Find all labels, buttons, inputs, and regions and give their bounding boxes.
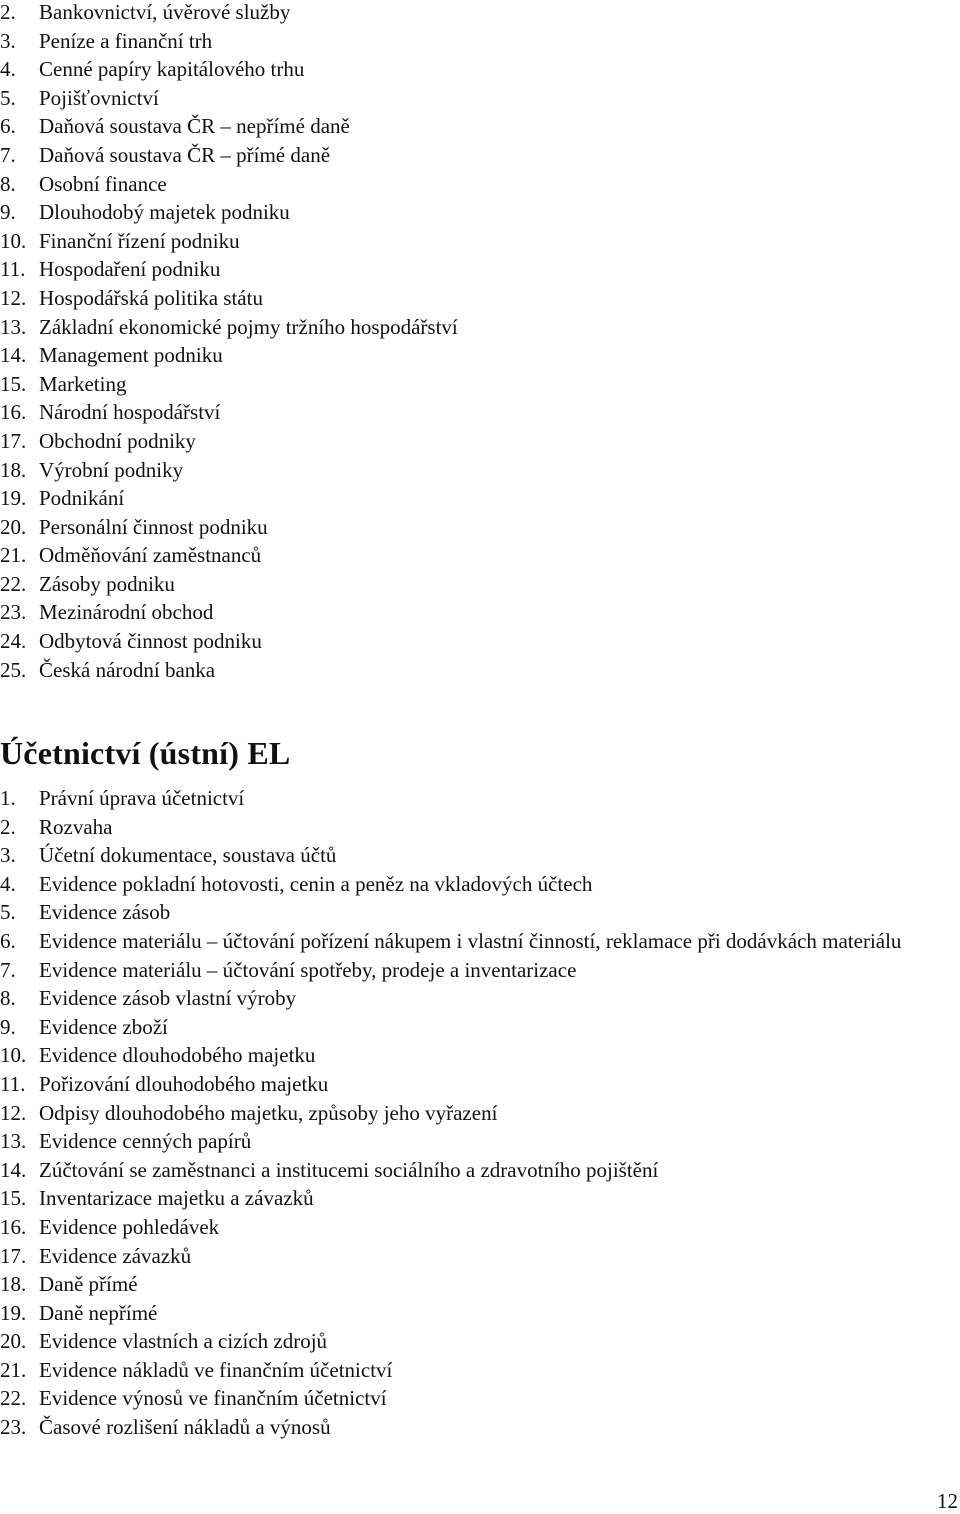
list-item-number: 5.: [0, 85, 16, 110]
list-item: [0, 141, 958, 170]
list-item: [0, 1213, 958, 1242]
list-item-text: Hospodaření podniku: [39, 257, 221, 282]
list-item-number: 3.: [0, 843, 16, 868]
list-item: [0, 170, 958, 199]
list-item-number: 9.: [0, 1014, 16, 1039]
list-item-number: 14.: [0, 1157, 27, 1182]
list-item-text: Evidence dlouhodobého majetku: [39, 1043, 316, 1068]
list-item: [0, 627, 958, 656]
list-item-number: 15.: [0, 1186, 27, 1211]
list-item: [0, 84, 958, 113]
list-item-number: 10.: [0, 1043, 27, 1068]
list-item: [0, 313, 958, 342]
list-item: [0, 984, 958, 1013]
list-item-number: 2.: [0, 0, 16, 24]
list-item: [0, 570, 958, 599]
list-item-text: Odměňování zaměstnanců: [39, 543, 262, 568]
list-item-number: 9.: [0, 200, 16, 225]
list-item-number: 16.: [0, 1214, 27, 1239]
list-item: [0, 656, 958, 685]
list-item-number: 11.: [0, 1071, 26, 1096]
list-item: [0, 112, 958, 141]
list-item: [0, 1156, 958, 1185]
list-item: [0, 1356, 958, 1385]
list-item: [0, 1270, 958, 1299]
list-item-number: 7.: [0, 142, 16, 167]
list-item-text: Časové rozlišení nákladů a výnosů: [39, 1415, 331, 1440]
topic-list-accounting: [0, 784, 958, 1442]
list-item: [0, 1184, 958, 1213]
list-item-text: Odpisy dlouhodobého majetku, způsoby jeho vyřazení: [39, 1100, 498, 1125]
list-item: [0, 784, 958, 813]
list-item-text: Právní úprava účetnictví: [39, 786, 245, 810]
list-item: [0, 227, 958, 256]
list-item-number: 23.: [0, 1415, 27, 1440]
list-item: [0, 1070, 958, 1099]
list-item-number: 4.: [0, 871, 16, 896]
list-item-text: Evidence pohledávek: [39, 1214, 220, 1239]
list-item: [0, 1041, 958, 1070]
list-item-text: Evidence cenných papírů: [39, 1129, 252, 1154]
list-item-number: 18.: [0, 457, 27, 482]
list-item-number: 24.: [0, 629, 27, 654]
list-item-text: Evidence závazků: [39, 1243, 192, 1268]
list-item-number: 10.: [0, 228, 27, 253]
list-item: [0, 370, 958, 399]
list-item-text: Evidence výnosů ve finančním účetnictví: [39, 1386, 387, 1411]
list-item-number: 1.: [0, 786, 16, 810]
list-item-text: Bankovnictví, úvěrové služby: [39, 0, 291, 24]
list-item-number: 21.: [0, 1357, 27, 1382]
list-item: [0, 284, 958, 313]
list-item-number: 18.: [0, 1272, 27, 1297]
list-item-number: 17.: [0, 428, 27, 453]
list-item: [0, 813, 958, 842]
list-item-number: 12.: [0, 1100, 27, 1125]
list-item-text: Obchodní podniky: [39, 428, 196, 453]
page-number: 12: [937, 1489, 958, 1513]
list-item-number: 4.: [0, 57, 16, 82]
list-item-text: Daně nepřímé: [39, 1300, 158, 1325]
list-item-text: Daňová soustava ČR – přímé daně: [39, 142, 331, 167]
list-item-text: Evidence nákladů ve finančním účetnictví: [39, 1357, 393, 1382]
list-item: [0, 870, 958, 899]
list-item-text: Pořizování dlouhodobého majetku: [39, 1071, 329, 1096]
list-item-text: Mezinárodní obchod: [39, 600, 214, 625]
list-item-text: Výrobní podniky: [39, 457, 184, 482]
list-item-text: Marketing: [39, 371, 127, 396]
list-item-text: Účetní dokumentace, soustava účtů: [39, 843, 337, 868]
list-item-text: Cenné papíry kapitálového trhu: [39, 57, 305, 82]
list-item-number: 2.: [0, 814, 16, 839]
list-item-text: Evidence materiálu – účtování pořízení nákupem i vlastní činností, reklamace při dodávkách materiálu: [39, 928, 902, 953]
list-item-text: Peníze a finanční trh: [39, 28, 213, 53]
list-item-text: Management podniku: [39, 343, 223, 368]
list-item-number: 6.: [0, 114, 16, 139]
list-item: [0, 841, 958, 870]
list-item-number: 25.: [0, 657, 27, 682]
list-item: [0, 1242, 958, 1271]
list-item: [0, 0, 958, 27]
list-item-number: 7.: [0, 957, 16, 982]
section-heading-accounting: Účetnictví (ústní) EL: [0, 735, 291, 771]
list-item-number: 12.: [0, 285, 27, 310]
list-item: [0, 1127, 958, 1156]
list-item-text: Evidence materiálu – účtování spotřeby, prodeje a inventarizace: [39, 957, 577, 982]
list-item-text: Rozvaha: [39, 814, 113, 839]
list-item: [0, 898, 958, 927]
list-item-text: Evidence vlastních a cizích zdrojů: [39, 1329, 328, 1354]
list-item-number: 22.: [0, 571, 27, 596]
list-item: [0, 1384, 958, 1413]
list-item: [0, 484, 958, 513]
list-item-text: Evidence zásob vlastní výroby: [39, 986, 297, 1011]
list-item-number: 11.: [0, 257, 26, 282]
list-item-text: Daňová soustava ČR – nepřímé daně: [39, 114, 350, 139]
list-item: [0, 956, 958, 985]
list-item: [0, 927, 958, 956]
list-item-text: Dlouhodobý majetek podniku: [39, 200, 290, 225]
list-item-text: Finanční řízení podniku: [39, 228, 240, 253]
list-item-number: 15.: [0, 371, 27, 396]
list-item-text: Osobní finance: [39, 171, 167, 196]
list-item-number: 17.: [0, 1243, 27, 1268]
list-item-text: Podnikání: [39, 486, 125, 511]
list-item-number: 14.: [0, 343, 27, 368]
list-item: [0, 198, 958, 227]
list-item-number: 20.: [0, 1329, 27, 1354]
list-item-text: Inventarizace majetku a závazků: [39, 1186, 314, 1211]
list-item-text: Základní ekonomické pojmy tržního hospodářství: [39, 314, 458, 339]
list-item: [0, 598, 958, 627]
list-item-text: Národní hospodářství: [39, 400, 221, 425]
list-item-text: Evidence zboží: [39, 1014, 168, 1039]
list-item-text: Hospodářská politika státu: [39, 285, 263, 310]
list-item-number: 13.: [0, 1129, 27, 1154]
list-item-text: Česká národní banka: [39, 657, 216, 682]
list-item-text: Zásoby podniku: [39, 571, 175, 596]
list-item-number: 21.: [0, 543, 27, 568]
list-item: [0, 427, 958, 456]
list-item: [0, 55, 958, 84]
list-item-text: Zúčtování se zaměstnanci a institucemi sociálního a zdravotního pojištění: [39, 1157, 659, 1182]
list-item: [0, 1099, 958, 1128]
list-item: [0, 398, 958, 427]
list-item: [0, 27, 958, 56]
list-item: [0, 541, 958, 570]
list-item-number: 16.: [0, 400, 27, 425]
list-item-number: 5.: [0, 900, 16, 925]
list-item-number: 6.: [0, 928, 16, 953]
list-item-text: Evidence zásob: [39, 900, 171, 925]
list-item-number: 19.: [0, 1300, 27, 1325]
list-item-number: 8.: [0, 986, 16, 1011]
list-item-number: 13.: [0, 314, 27, 339]
list-item-text: Pojišťovnictví: [39, 85, 159, 110]
list-item-number: 22.: [0, 1386, 27, 1411]
topic-list-economics: [0, 0, 958, 684]
list-item: [0, 341, 958, 370]
list-item: [0, 1327, 958, 1356]
list-item: [0, 513, 958, 542]
list-item-number: 20.: [0, 514, 27, 539]
list-item: [0, 456, 958, 485]
list-item-text: Personální činnost podniku: [39, 514, 268, 539]
list-item-number: 19.: [0, 486, 27, 511]
list-item: [0, 255, 958, 284]
list-item: [0, 1299, 958, 1328]
list-item-text: Evidence pokladní hotovosti, cenin a peněz na vkladových účtech: [39, 871, 593, 896]
list-item: [0, 1013, 958, 1042]
list-item-number: 23.: [0, 600, 27, 625]
list-item-number: 8.: [0, 171, 16, 196]
list-item-number: 3.: [0, 28, 16, 53]
list-item: [0, 1413, 958, 1442]
list-item-text: Odbytová činnost podniku: [39, 629, 262, 654]
list-item-text: Daně přímé: [39, 1272, 138, 1297]
